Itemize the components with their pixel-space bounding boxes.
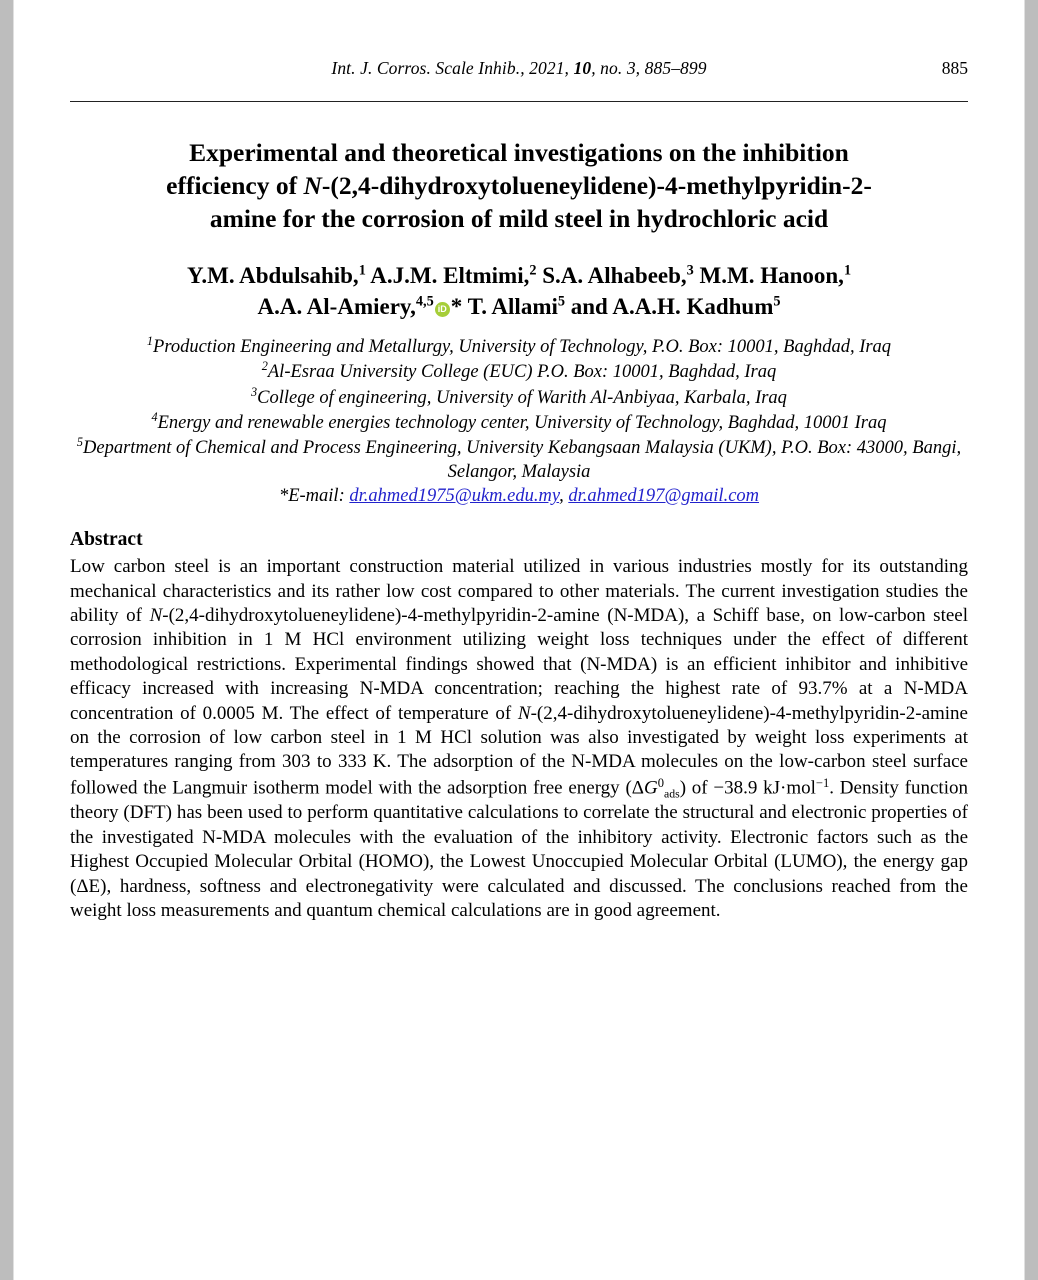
abstract-part-4: ) of −38.9 kJ·mol <box>679 777 816 799</box>
abstract-italic-n-2: N <box>517 702 531 724</box>
affiliation-1 <box>70 334 968 359</box>
document-page <box>14 0 1024 1280</box>
email-link-1[interactable]: dr.ahmed1975@ukm.edu.my <box>349 486 560 507</box>
affiliation-5-marker: 5 <box>76 434 83 449</box>
author-line-2 <box>70 292 968 322</box>
author-2: A.J.M. Eltmimi, <box>370 263 530 289</box>
page-number: 885 <box>941 58 968 78</box>
author-7: A.A.H. Kadhum <box>612 293 774 319</box>
author-3-affil: 3 <box>686 262 694 279</box>
author-6: T. Allami <box>467 293 558 319</box>
affiliation-4-marker: 4 <box>151 409 158 424</box>
email-link-2[interactable]: dr.ahmed197@gmail.com <box>568 486 760 507</box>
abstract-sub-ads: ads <box>664 787 680 801</box>
page-title <box>97 136 941 235</box>
abstract-part-2: -(2,4-dihydroxytolueneylidene)-4-methylpyridin-2-amine (N-MDA), a Schiff base, on low-carbon steel corrosion inhibition in 1 M HCl environment utilizing weight loss techniques under the effect of different methodological restrictions. Experimental findings showed that (N-MDA) is an efficient inhibitor and inhibitive efficacy increased with increasing N-MDA concentration; reaching the highest rate of 93.7% at a N-MDA concentration of 0.0005 M. The effect of temperature of <box>70 605 968 724</box>
author-7-affil: 5 <box>773 293 781 310</box>
running-head-citation <box>331 58 706 79</box>
title-italic-n: N <box>303 171 322 201</box>
affiliation-5 <box>70 435 968 484</box>
author-list <box>70 261 968 322</box>
affiliation-2 <box>70 359 968 384</box>
affiliation-list <box>70 334 968 484</box>
author-2-affil: 2 <box>529 262 537 279</box>
title-line-1: Experimental and theoretical investigations on the inhibition <box>189 138 849 167</box>
affiliation-4 <box>70 410 968 435</box>
abstract-part-1: Low carbon steel is an important construction material utilized in various industries mostly for its outstanding mechanical characteristics and its rather low cost compared to other materials. The current investigation studies the ability of <box>70 556 968 627</box>
corresponding-email <box>70 486 968 507</box>
abstract-heading: Abstract <box>70 529 143 551</box>
abstract-part-3: -(2,4-dihydroxytolueneylidene)-4-methylpyridin-2-amine on the corrosion of low carbon steel in 1 M HCl solution was also investigated by weight loss experiments at temperatures ranging from 303 to 333 K. The adsorption of the N-MDA molecules on the low-carbon steel surface followed the Langmuir isotherm model with the adsorption free energy (Δ <box>70 702 968 799</box>
title-line-2-prefix: efficiency of <box>166 171 304 201</box>
author-4-affil: 1 <box>843 262 852 279</box>
author-1: Y.M. Abdulsahib, <box>186 263 359 289</box>
author-5-affil: 4,5 <box>415 293 434 310</box>
journal-issue: , no. 3, <box>591 58 641 78</box>
title-line-2-suffix: -(2,4-dihydroxytolueneylidene)-4-methylpyridin-2- <box>321 171 872 201</box>
running-head <box>70 0 968 79</box>
abstract-sup-minus-one: −1 <box>815 775 830 790</box>
email-separator: , <box>559 486 564 507</box>
author-line-1 <box>70 261 968 291</box>
affiliation-4-text: Energy and renewable energies technology center, University of Technology, Baghdad, 10001 Iraq <box>157 412 887 433</box>
journal-volume: 10 <box>573 58 592 78</box>
header-divider <box>70 101 968 102</box>
author-1-affil: 1 <box>358 262 366 279</box>
affiliation-3-text: College of engineering, University of Warith Al-Anbiyaa, Karbala, Iraq <box>257 387 787 408</box>
page-content <box>14 0 1024 923</box>
affiliation-1-text: Production Engineering and Metallurgy, University of Technology, P.O. Box: 10001, Baghdad, Iraq <box>153 337 892 358</box>
author-6-affil: 5 <box>557 293 565 310</box>
affiliation-1-marker: 1 <box>146 334 154 349</box>
journal-year: 2021, <box>529 58 570 78</box>
abstract-part-5: . Density function theory (DFT) has been used to perform quantitative calculations to correlate the structural and electronic properties of the investigated N-MDA molecules with the evaluation of the inhibitory activity. Electronic factors such as the Highest Occupied Molecular Orbital (HOMO), the Lowest Unoccupied Molecular Orbital (LUMO), the energy gap (ΔE), hardness, softness and electronegativity were calculated and discussed. The conclusions reached from the weight loss measurements and quantum chemical calculations are in good agreement. <box>70 777 968 921</box>
affiliation-2-text: Al-Esraa University College (EUC) P.O. Box: 10001, Baghdad, Iraq <box>267 362 777 383</box>
affiliation-5-text: Department of Chemical and Process Engineering, University Kebangsaan Malaysia (UKM), P.O. Box: 43000, Bangi, Selangor, Malaysia <box>83 438 962 483</box>
email-label: *E-mail: <box>278 486 345 507</box>
abstract-italic-n-1: N <box>149 605 163 627</box>
abstract-symbol-g: G <box>644 777 658 799</box>
corresponding-author-star: * <box>450 293 463 319</box>
abstract-text <box>70 555 968 923</box>
author-4: M.M. Hanoon, <box>699 263 844 289</box>
orcid-icon[interactable]: iD <box>435 302 450 317</box>
author-3: S.A. Alhabeeb, <box>542 263 687 289</box>
title-line-3: amine for the corrosion of mild steel in hydrochloric acid <box>209 204 829 234</box>
journal-name: Int. J. Corros. Scale Inhib., <box>331 58 525 78</box>
affiliation-3 <box>70 385 968 410</box>
author-conjunction: and <box>570 293 608 319</box>
affiliation-2-marker: 2 <box>261 359 268 374</box>
author-5: A.A. Al-Amiery, <box>257 293 416 319</box>
journal-pages: 885–899 <box>644 58 707 78</box>
abstract-sup-zero: 0 <box>657 775 665 790</box>
affiliation-3-marker: 3 <box>251 384 258 399</box>
